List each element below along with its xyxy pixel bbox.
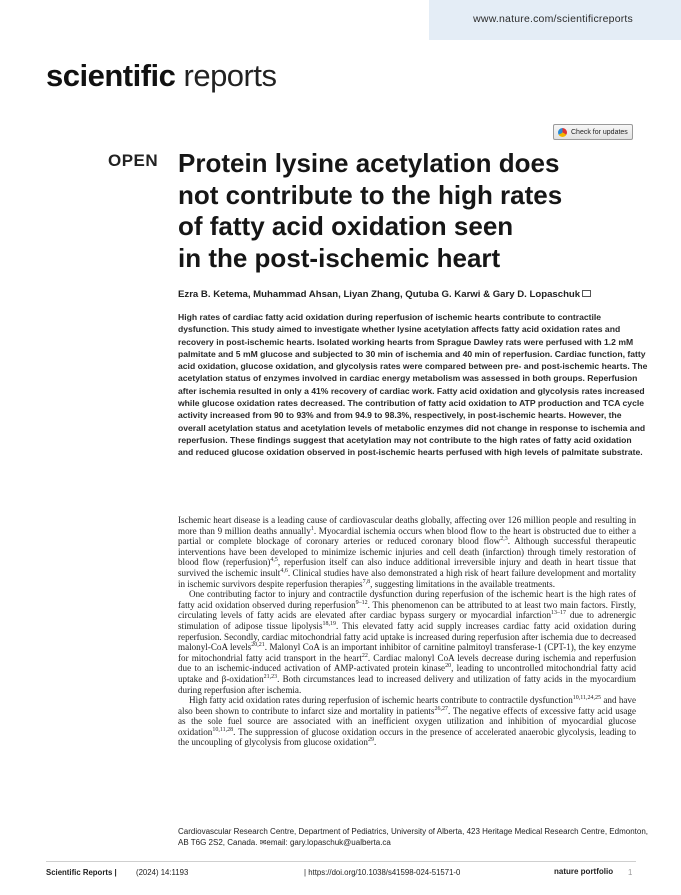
article-title [178,148,648,274]
check-for-updates-label: Check for updates [571,128,628,136]
citation-ref[interactable]: 2,3 [500,536,508,543]
citation-ref[interactable]: 29 [367,737,374,744]
check-for-updates-button[interactable] [553,124,633,140]
affiliation [178,826,648,848]
citation-ref[interactable]: 7,8 [362,578,371,585]
page-footer [46,868,636,882]
affiliation-text: Cardiovascular Research Centre, Department of Pediatrics, University of Alberta, 423 Heritage Medical Research Centre, Edmonton, AB T6G 2S2, Canada. [178,827,648,847]
citation-ref[interactable]: 4,6 [280,567,288,574]
article-body [178,515,636,748]
publisher-logo: nature portfolio [554,867,614,876]
abstract: High rates of cardiac fatty acid oxidation during reperfusion of ischemic hearts contribute to contractile dysfunction. This study aimed to investigate whether lysine acetylation affects fatty acid oxidation rates and recovery in post-ischemic hearts. Isolated working hearts from Sprague Dawley rats were perfused with 1.2 mM palmitate and 5 mM glucose and subjected to 30 min of ischemia and 40 min of reperfusion. Cardiac function, fatty acid oxidation, glucose oxidation, and glycolysis rates were compared between pre- and post-ischemic hearts. The acetylation status of enzymes involved in cardiac energy metabolism was assessed in both groups. Reperfusion after ischemia resulted in only a 41% recovery of cardiac work. Fatty acid oxidation and glycolysis rates increased while glucose oxidation rates decreased. The contribution of fatty acid oxidation to ATP production and TCA cycle activity increased from 90 to 93% and from 94.9 to 98.3%, respectively, in post-ischemic hearts. However, the overall acetylation status and acetylation levels of metabolic enzymes did not change in response to ischemia and reperfusion. These findings suggest that acetylation may not contribute to the high rates of fatty acid oxidation and reduced glucose oxidation observed in post-ischemic hearts perfused with high levels of palmitate substrate. [178,312,648,458]
body-paragraph: Ischemic heart disease is a leading cause of cardiovascular deaths globally, affecting over 126 million people and resulting in more than 9 million deaths annually$^1$. Myocardial ischemia occurs when blood flow to the heart is obstructed due to either a partial or complete blockage of coronary arteries or reduced coronary blood flow$^{2,3}$. Although successful therapeutic interventions have been developed to minimize ischemic injuries and cell death (infarction) through timely restoration of blood flow (reperfusion)$^{4,5}$, reperfusion itself can also induce additional irreversible injury and death in heart tissue that survived the ischemic insult$^{4,6}$. Clinical studies have also demonstrated a high risk of heart failure development and mortality in ischemic survivors despite reperfusion therapies$^{7,8}$, suggesting limitations in the available treatments. [178,515,637,589]
footer-divider [46,861,636,862]
citation-ref[interactable]: 9–12 [355,599,368,606]
logo-light-text: reports [175,58,277,93]
title-line: in the post-ischemic heart [178,242,501,273]
citation-ref[interactable]: 18,19 [322,620,336,627]
title-line: Protein lysine acetylation does [178,148,560,178]
open-access-label: OPEN [108,151,159,170]
citation-ref[interactable]: 10,11,24,25 [572,695,602,702]
citation-ref[interactable]: 1 [310,525,314,532]
title-line: of fatty acid oxidation seen [178,211,514,241]
author-email[interactable]: email: gary.lopaschuk@ualberta.ca [266,838,391,847]
citation-ref[interactable]: 21,23 [263,673,278,680]
body-paragraph: High fatty acid oxidation rates during reperfusion of ischemic hearts contribute to contractile dysfunction$^{10,11,24,25}$ and have also been shown to contribute to infarct size and mortality in patients$^{26,27}$. The negative effects of excessive fatty acid usage as the sole fuel source are associated with an inefficient oxygen utilization and inhibition of myocardial glucose oxidation$^{10,11,28}$. The suppression of glucose oxidation occurs in the presence of accelerated anaerobic glycolysis, leading to the uncoupling of glycolysis from glucose oxidation$^{29}$. [178,695,636,748]
citation-ref[interactable]: 22 [361,652,368,659]
citation-ref[interactable]: 4,5 [270,557,278,564]
citation-ref[interactable]: 20 [445,663,452,670]
logo-bold-text: scientific [46,58,176,93]
footer-citation: (2024) 14:1193 [136,868,189,877]
crossmark-icon [558,128,567,137]
author-list [178,289,591,300]
envelope-icon[interactable] [582,290,591,297]
author-names[interactable]: Ezra B. Ketema, Muhammad Ahsan, Liyan Zhang, Qutuba G. Karwi & Gary D. Lopaschuk [178,289,581,300]
url-bar [429,0,681,40]
citation-ref[interactable]: 13–17 [551,610,567,617]
page-number: 1 [628,868,633,877]
title-line: not contribute to the high rates [178,179,563,210]
journal-url[interactable]: www.nature.com/scientificreports [473,13,633,25]
citation-ref[interactable]: 26,27 [434,705,448,712]
citation-ref[interactable]: 10,11,28 [212,726,234,733]
journal-logo[interactable] [46,58,277,94]
footer-doi-link[interactable]: | https://doi.org/10.1038/s41598-024-51571-0 [304,868,461,877]
body-paragraph: One contributing factor to injury and contractile dysfunction during reperfusion of the ischemic heart is the high rates of fatty acid oxidation observed during reperfusion$^{9-12}$. This phenomenon can be attributed to at least two main factors. Firstly, circulating levels of fatty acids are elevated after cardiac bypass surgery or myocardial infarction$^{13-17}$ due to adrenergic stimulation of adipose tissue lipolysis$^{18,19}$. This elevated fatty acid supply increases cardiac fatty acid oxidation during reperfusion. Secondly, cardiac mitochondrial fatty acid uptake is increased during reperfusion after ischemia due to decreased malonyl-CoA levels$^{20,21}$. Malonyl CoA is an important inhibitor of carnitine palmitoyl transferase-1 (CPT-1), the key enzyme for mitochondrial fatty acid transport in the heart$^{22}$. Cardiac malonyl CoA levels decrease during ischemia and reperfusion due to an ischemic-induced activation of AMP-activated protein kinase$^{20}$, leading to uncontrolled mitochondrial fatty acid uptake and β-oxidation$^{21,23}$. Both circumstances lead to increased delivery and utilization of fatty acids in the myocardium during reperfusion after ischemia. [178,589,637,695]
footer-journal: Scientific Reports | [46,868,117,877]
citation-ref[interactable]: 20,21 [251,642,265,649]
email-marker: ✉ [259,838,267,847]
